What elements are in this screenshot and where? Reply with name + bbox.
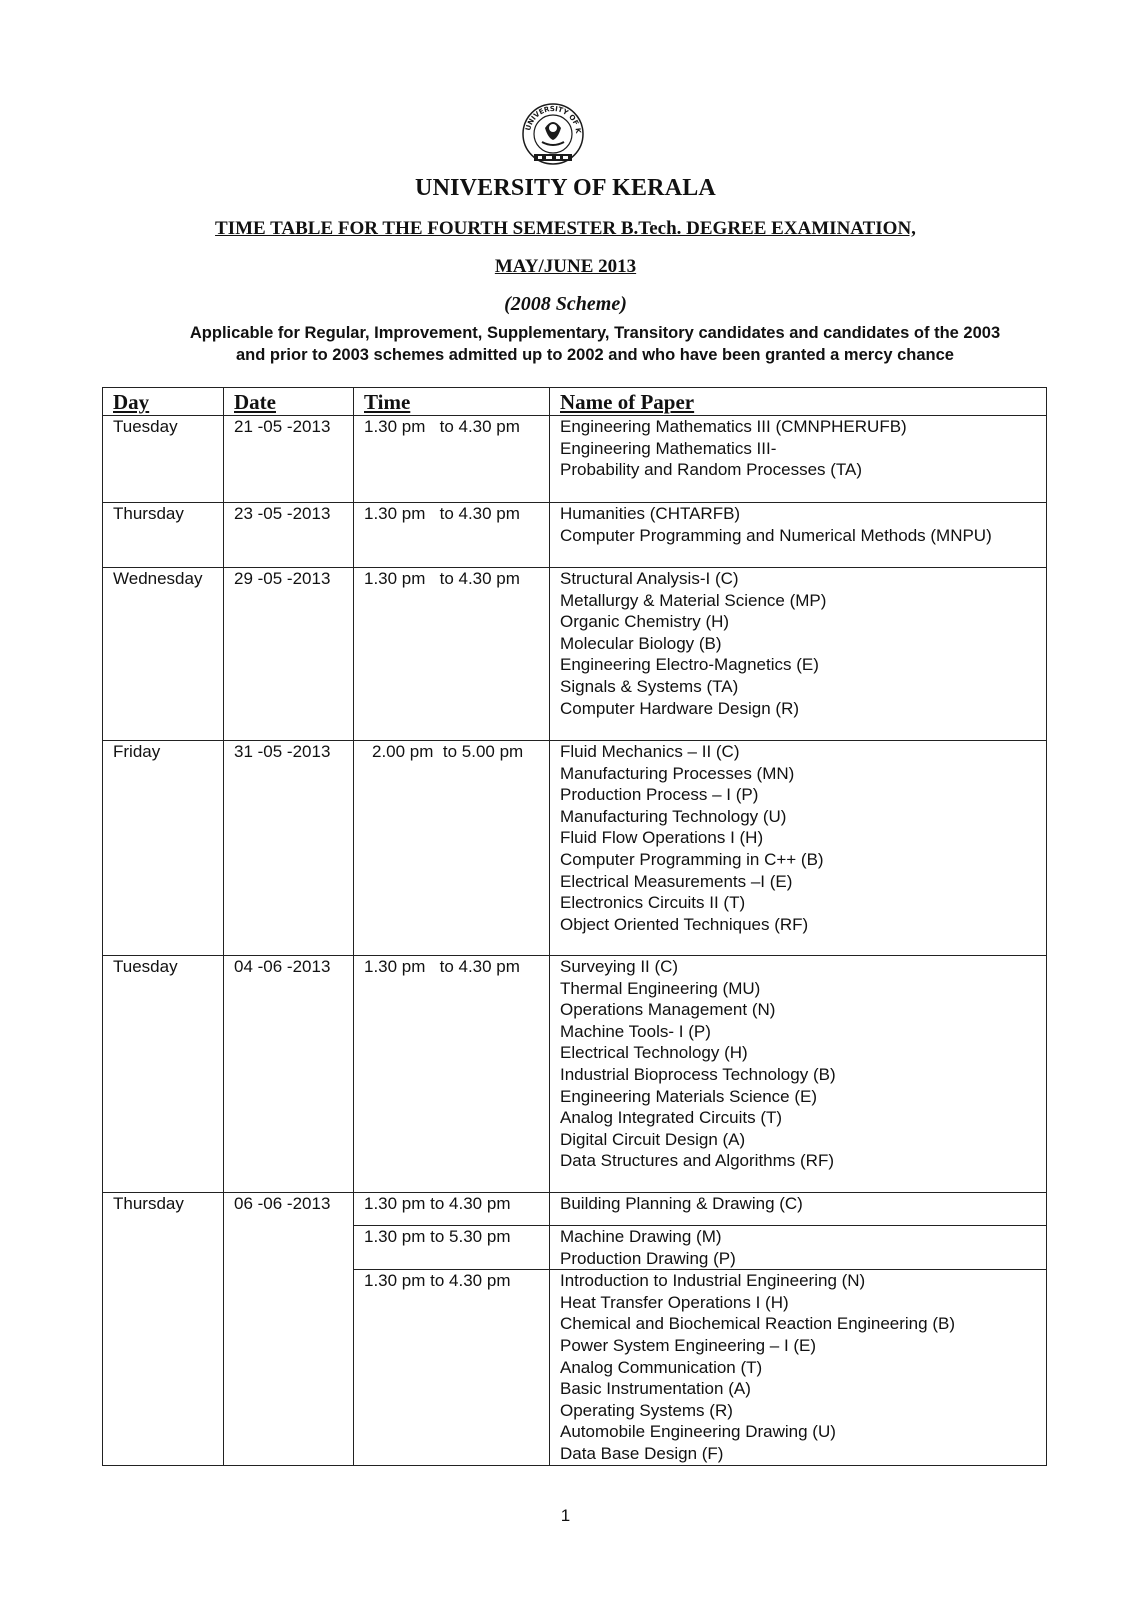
paper-name: Industrial Bioprocess Technology (B)	[560, 1064, 836, 1084]
papers-cell	[550, 568, 1047, 741]
paper-name: Chemical and Biochemical Reaction Engineering (B)	[560, 1314, 955, 1334]
paper-name: Production Drawing (P)	[560, 1248, 736, 1268]
paper-name: Automobile Engineering Drawing (U)	[560, 1422, 836, 1442]
paper-name: Introduction to Industrial Engineering (N)	[560, 1271, 866, 1291]
date-cell: 21 -05 -2013	[224, 416, 354, 503]
time-cell: 1.30 pm to 4.30 pm	[354, 1270, 550, 1466]
table-row	[103, 568, 1047, 741]
paper-name: Metallurgy & Material Science (MP)	[560, 590, 827, 610]
paper-name: Manufacturing Processes (MN)	[560, 763, 795, 783]
papers-cell	[550, 503, 1047, 568]
date-cell: 31 -05 -2013	[224, 741, 354, 956]
paper-name: Machine Tools- I (P)	[560, 1021, 711, 1041]
paper-name: Building Planning & Drawing (C)	[560, 1194, 803, 1213]
paper-name: Manufacturing Technology (U)	[560, 806, 787, 826]
paper-name: Fluid Mechanics – II (C)	[560, 742, 740, 761]
applicability-line-1: Applicable for Regular, Improvement, Supplementary, Transitory candidates and candidates of the 2003	[189, 324, 1001, 342]
paper-name: Electronics Circuits II (T)	[560, 893, 746, 913]
paper-name: Machine Drawing (M)	[560, 1227, 722, 1246]
column-header-day: Day	[103, 388, 224, 416]
papers-cell	[550, 416, 1047, 503]
paper-name: Thermal Engineering (MU)	[560, 978, 761, 998]
paper-name: Analog Communication (T)	[560, 1357, 763, 1377]
time-cell: 1.30 pm to 4.30 pm	[354, 956, 550, 1193]
table-row	[103, 503, 1047, 568]
day-cell: Friday	[103, 741, 224, 956]
paper-name: Signals & Systems (TA)	[560, 676, 739, 696]
table-row	[103, 741, 1047, 956]
scheme-label: (2008 Scheme)	[504, 293, 627, 315]
time-cell: 1.30 pm to 4.30 pm	[354, 416, 550, 503]
paper-name: Digital Circuit Design (A)	[560, 1129, 746, 1149]
paper-name: Computer Programming and Numerical Methods (MNPU)	[560, 525, 992, 545]
papers-cell	[550, 1193, 1047, 1226]
paper-name: Data Structures and Algorithms (RF)	[560, 1151, 834, 1171]
papers-cell	[550, 741, 1047, 956]
paper-name: Structural Analysis-I (C)	[560, 569, 739, 588]
time-cell: 1.30 pm to 4.30 pm	[354, 503, 550, 568]
paper-name: Humanities (CHTARFB)	[560, 504, 741, 523]
time-cell: 1.30 pm to 5.30 pm	[354, 1226, 550, 1270]
paper-name: Engineering Mathematics III (CMNPHERUFB)	[560, 417, 907, 436]
paper-name: Data Base Design (F)	[560, 1443, 724, 1463]
paper-name: Surveying II (C)	[560, 957, 679, 976]
paper-name: Electrical Measurements –I (E)	[560, 871, 793, 891]
exam-title: TIME TABLE FOR THE FOURTH SEMESTER B.Tech. DEGREE EXAMINATION,	[215, 218, 916, 239]
university-seal-logo	[520, 98, 586, 168]
page-number: 1	[560, 1506, 571, 1525]
column-header-date: Date	[224, 388, 354, 416]
paper-name: Engineering Electro-Magnetics (E)	[560, 655, 819, 675]
paper-name: Computer Hardware Design (R)	[560, 698, 800, 718]
time-cell: 1.30 pm to 4.30 pm	[354, 568, 550, 741]
time-cell: 1.30 pm to 4.30 pm	[354, 1193, 550, 1226]
paper-name: Operating Systems (R)	[560, 1400, 733, 1420]
university-name: UNIVERSITY OF KERALA	[415, 175, 716, 201]
date-cell: 04 -06 -2013	[224, 956, 354, 1193]
day-cell: Thursday	[103, 503, 224, 568]
exam-session: MAY/JUNE 2013	[494, 256, 637, 277]
paper-name: Object Oriented Techniques (RF)	[560, 914, 809, 934]
day-cell: Tuesday	[103, 956, 224, 1193]
table-row	[103, 956, 1047, 1193]
paper-name: Engineering Mathematics III-	[560, 438, 777, 458]
paper-name: Engineering Materials Science (E)	[560, 1086, 818, 1106]
paper-name: Power System Engineering – I (E)	[560, 1335, 817, 1355]
paper-name: Electrical Technology (H)	[560, 1043, 748, 1063]
papers-cell	[550, 956, 1047, 1193]
paper-name: Heat Transfer Operations I (H)	[560, 1292, 789, 1312]
table-header-row	[103, 388, 1047, 416]
column-header-time: Time	[354, 388, 550, 416]
day-cell: Thursday	[103, 1193, 224, 1466]
applicability-line-2: and prior to 2003 schemes admitted up to 2002 and who have been granted a mercy chance	[236, 346, 954, 364]
paper-name: Probability and Random Processes (TA)	[560, 460, 863, 480]
paper-name: Basic Instrumentation (A)	[560, 1379, 751, 1399]
table-row	[103, 416, 1047, 503]
table-row	[103, 1193, 1047, 1226]
papers-cell	[550, 1226, 1047, 1270]
exam-timetable	[102, 387, 1047, 1466]
paper-name: Production Process – I (P)	[560, 785, 759, 805]
paper-name: Organic Chemistry (H)	[560, 612, 730, 632]
day-cell: Tuesday	[103, 416, 224, 503]
paper-name: Fluid Flow Operations I (H)	[560, 828, 764, 848]
column-header-paper: Name of Paper	[550, 388, 1047, 416]
applicability-note	[100, 322, 1090, 366]
date-cell: 06 -06 -2013	[224, 1193, 354, 1466]
svg-text:UNIVERSITY OF KERALA: UNIVERSITY OF K	[524, 104, 583, 134]
day-cell: Wednesday	[103, 568, 224, 741]
paper-name: Computer Programming in C++ (B)	[560, 849, 824, 869]
date-cell: 23 -05 -2013	[224, 503, 354, 568]
paper-name: Operations Management (N)	[560, 1000, 776, 1020]
paper-name: Molecular Biology (B)	[560, 633, 722, 653]
date-cell: 29 -05 -2013	[224, 568, 354, 741]
paper-name: Analog Integrated Circuits (T)	[560, 1108, 783, 1128]
papers-cell	[550, 1270, 1047, 1466]
time-cell: 2.00 pm to 5.00 pm	[354, 741, 550, 956]
